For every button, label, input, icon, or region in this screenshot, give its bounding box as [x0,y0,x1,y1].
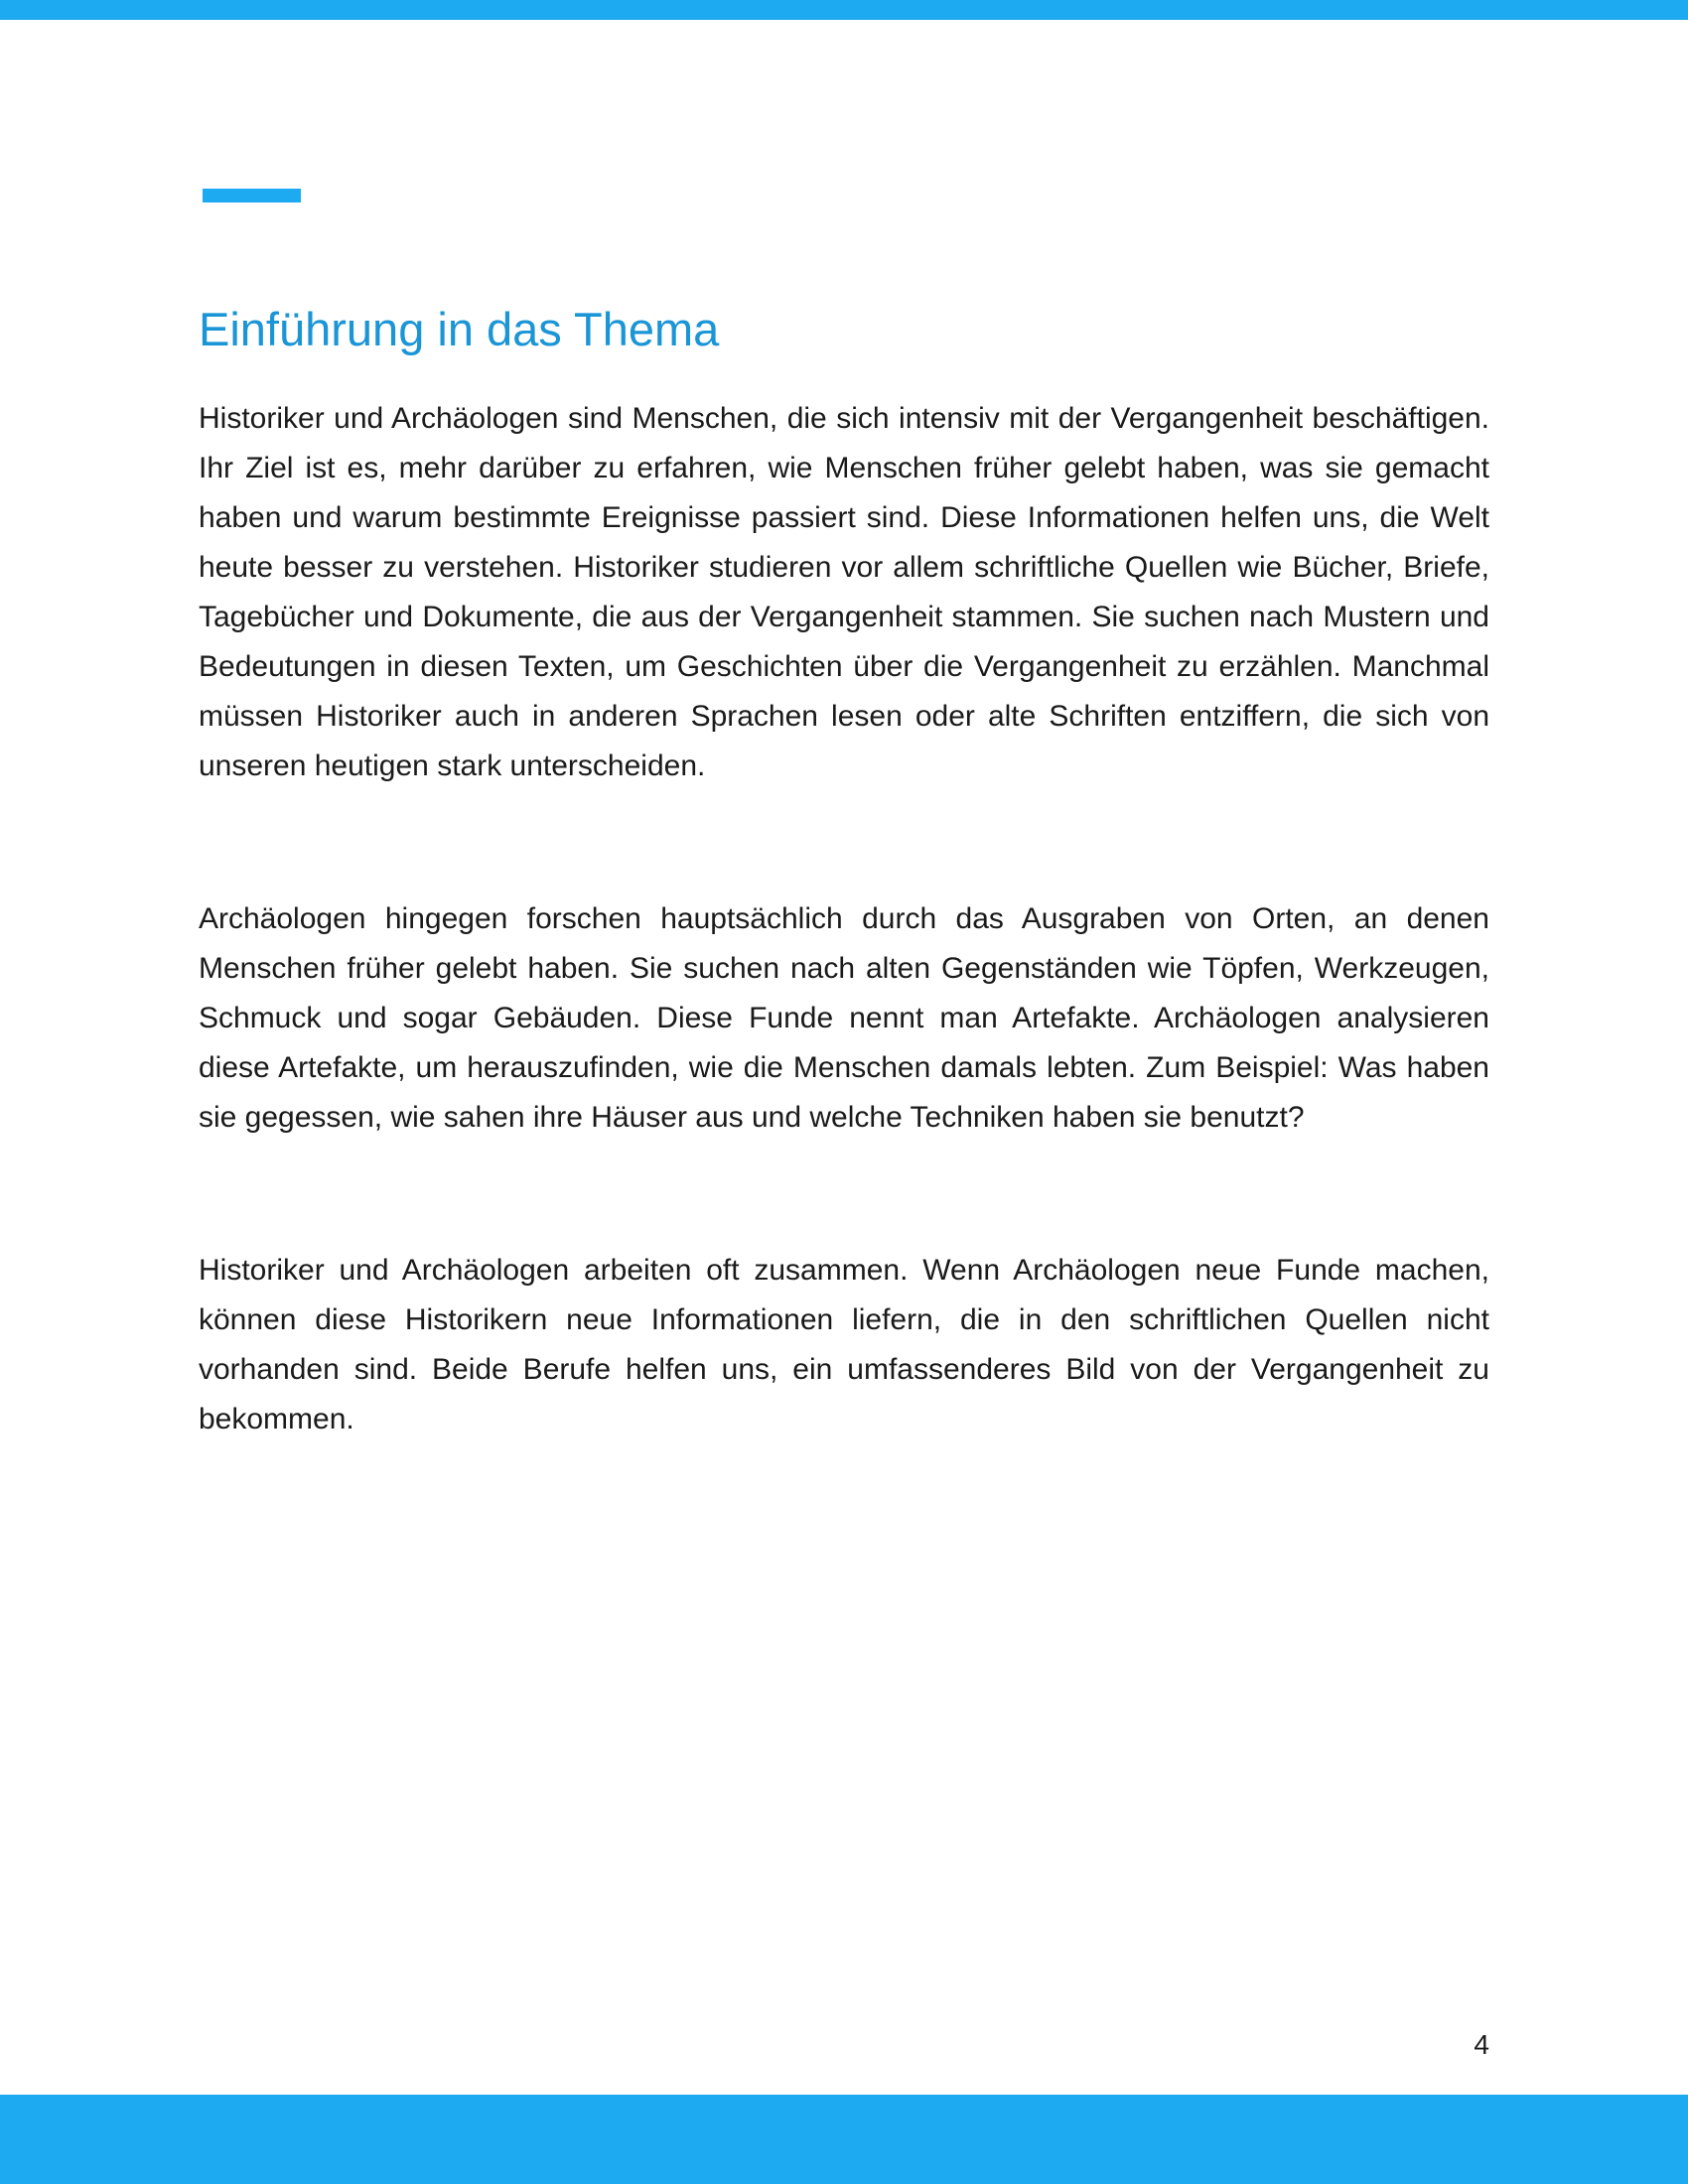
paragraph-historians: Historiker und Archäologen sind Menschen, die sich intensiv mit der Vergangenheit beschäftigen. Ihr Ziel ist es, mehr darüber zu erfahren, wie Menschen früher gelebt haben, was sie gemacht haben und warum bestimmte Ereignisse passiert sind. Diese Informationen helfen uns, die Welt heute besser zu verstehen. Historiker studieren vor allem schriftliche Quellen wie Bücher, Briefe, Tagebücher und Dokumente, die aus der Vergangenheit stammen. Sie suchen nach Mustern und Bedeutungen in diesen Texten, um Geschichten über die Vergangenheit zu erzählen. Manchmal müssen Historiker auch in anderen Sprachen lesen oder alte Schriften entziffern, die sich von unseren heutigen stark unterscheiden. [199,402,1489,782]
top-accent-band [0,0,1688,20]
title-accent-bar [203,189,301,203]
page-title: Einführung in das Thema [199,303,720,355]
bottom-accent-band [0,2095,1688,2184]
page-number: 4 [1474,2029,1489,2060]
paragraph-collaboration: Historiker und Archäologen arbeiten oft zusammen. Wenn Archäologen neue Funde machen, können diese Historikern neue Informationen liefern, die in den schriftlichen Quellen nicht vorhanden sind. Beide Berufe helfen uns, ein umfassenderes Bild von der Vergangenheit zu bekommen. [199,1254,1489,1435]
body-text [199,394,1489,1444]
paragraph-archaeologists: Archäologen hingegen forschen hauptsächlich durch das Ausgraben von Orten, an denen Menschen früher gelebt haben. Sie suchen nach alten Gegenständen wie Töpfen, Werkzeugen, Schmuck und sogar Gebäuden. Diese Funde nennt man Artefakte. Archäologen analysieren diese Artefakte, um herauszufinden, wie die Menschen damals lebten. Zum Beispiel: Was haben sie gegessen, wie sahen ihre Häuser aus und welche Techniken haben sie benutzt? [199,902,1489,1134]
